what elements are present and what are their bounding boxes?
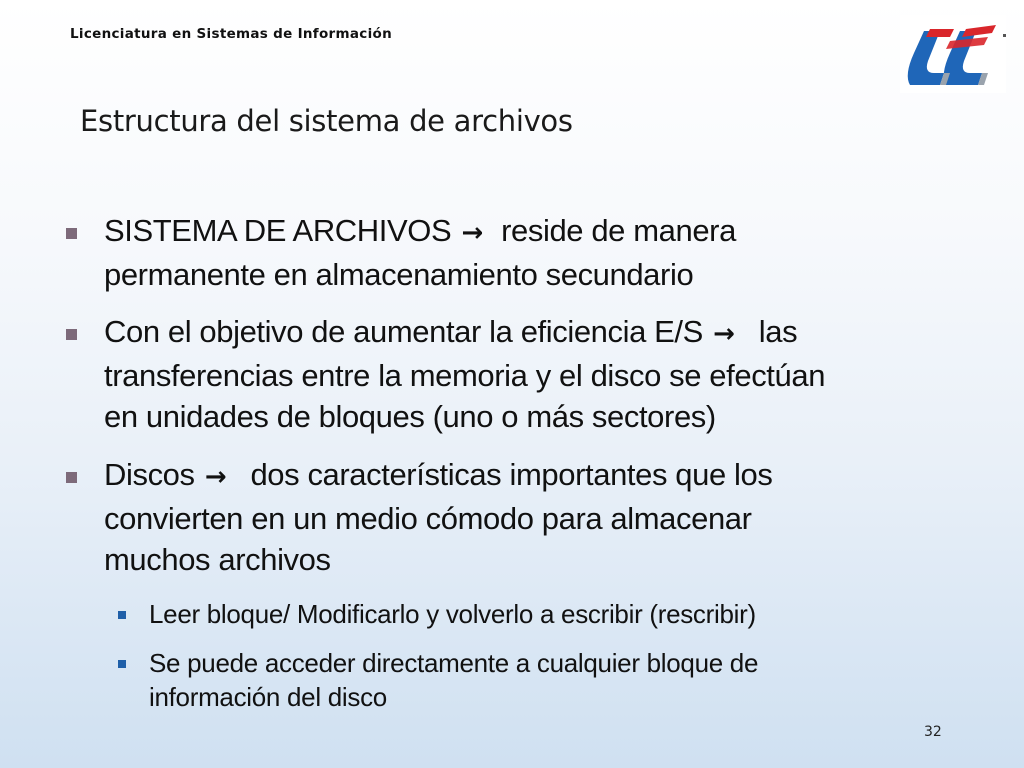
bullet-lead: SISTEMA DE ARCHIVOS bbox=[104, 213, 452, 248]
arrow-right-icon: → bbox=[713, 319, 735, 349]
bullet-marker bbox=[66, 228, 77, 239]
page-number: 32 bbox=[924, 724, 942, 740]
bullet-line bbox=[104, 311, 934, 355]
bullet-line bbox=[104, 210, 934, 254]
bullet-item bbox=[104, 210, 934, 295]
bullet-item bbox=[104, 311, 934, 437]
bullet-line: muchos archivos bbox=[104, 542, 331, 577]
bullet-lead: Discos bbox=[104, 457, 195, 492]
slide-title: Estructura del sistema de archivos bbox=[80, 104, 573, 138]
sub-bullet-marker bbox=[118, 611, 126, 619]
bullet-line bbox=[104, 454, 934, 498]
bullet-line: permanente en almacenamiento secundario bbox=[104, 257, 694, 292]
arrow-right-icon: → bbox=[461, 218, 483, 248]
sub-bullet-marker bbox=[118, 660, 126, 668]
bullet-item bbox=[104, 454, 934, 580]
program-name: Licenciatura en Sistemas de Información bbox=[70, 26, 392, 42]
sub-bullet-item bbox=[149, 597, 929, 631]
sub-bullet-item bbox=[149, 646, 929, 714]
bullet-marker bbox=[66, 472, 77, 483]
bullet-text: dos características importantes que los bbox=[250, 457, 773, 492]
bullet-line: en unidades de bloques (uno o más sectores) bbox=[104, 399, 716, 434]
bullet-text: las bbox=[758, 314, 798, 349]
sub-bullet-line: Leer bloque/ Modificarlo y volverlo a escribir (rescribir) bbox=[149, 599, 756, 629]
sub-bullet-line: información del disco bbox=[149, 682, 387, 712]
bullet-line: convierten en un medio cómodo para almacenar bbox=[104, 501, 752, 536]
bullet-lead: Con el objetivo de aumentar la eficiencia E/S bbox=[104, 314, 703, 349]
bullet-line: transferencias entre la memoria y el disco se efectúan bbox=[104, 358, 826, 393]
arrow-right-icon: → bbox=[204, 462, 227, 492]
bullet-text: reside de manera bbox=[501, 213, 736, 248]
bullet-marker bbox=[66, 329, 77, 340]
sub-bullet-line: Se puede acceder directamente a cualquier bloque de bbox=[149, 648, 759, 678]
